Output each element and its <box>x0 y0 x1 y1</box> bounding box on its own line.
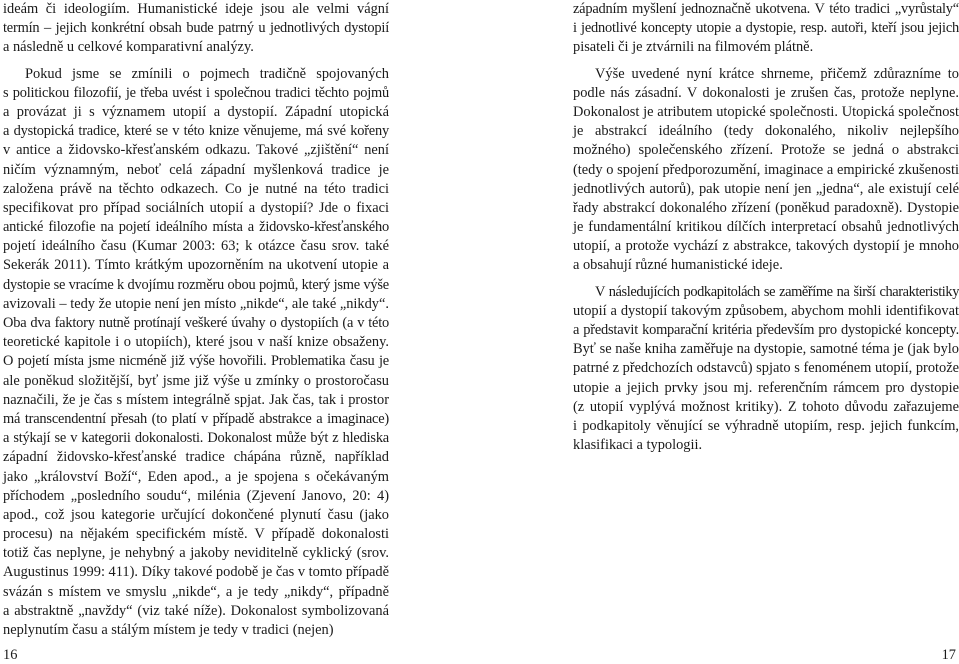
text-line: jednotlivých autorů), pak utopie není jen „jedna“, ale existují celé <box>573 180 959 197</box>
text-line: avizovali – tedy že utopie není jen místo „nikde“, ale také „nikdy“. <box>3 295 389 312</box>
paragraph <box>573 65 959 276</box>
text-line: ale poněkud složitější, byť jsme již výše u zmínky o prostoročasu <box>3 372 389 389</box>
text-line: procesu) na nějakém specifickém místě. V případě dokonalosti <box>3 526 389 543</box>
text-line: možného) společenského zřízení. Protože se jedná o abstrakci <box>573 142 959 159</box>
text-line: teoretické kapitole i o utopiích), které jsou v naší knize obsaženy. <box>3 334 389 351</box>
text-line: podle nás zásadní. V dokonalosti je zrušen čas, protože neplyne. <box>573 84 959 101</box>
text-line: naznačili, že je čas s místem integrálně spjat. Jak čas, tak i prostor <box>3 391 389 408</box>
text-line: totiž čas neplyne, je nehybný a jakoby neviditelně cyklický (srov. <box>3 545 389 562</box>
text-line: Sekerák 2011). Tímto krátkým upozorněním na ukotvení utopie a <box>3 257 389 274</box>
text-line: specifikovat pro případ sociálních utopií a dystopií? Jde o fixaci <box>3 199 389 216</box>
page-number-right: 17 <box>941 647 956 663</box>
text-line: O pojetí místa jsme nicméně již výše hovořili. Problematika času je <box>3 353 389 370</box>
text-line: řady abstrakcí dokonalého zřízení (poněkud paradoxně). Dystopie <box>573 199 959 216</box>
text-line: Výše uvedené nyní krátce shrneme, přičemž zdůrazníme to <box>595 65 959 82</box>
text-line: a obsahují různé humanistické ideje. <box>573 257 783 274</box>
text-line: ideám či ideologiím. Humanistické ideje jsou ale velmi vágní <box>3 1 389 17</box>
paragraph <box>3 0 389 58</box>
text-line: a představit komparační kritéria především pro dystopické koncepty. <box>573 322 959 338</box>
text-line: Dokonalost je atributem utopické společnosti. Utopická společnost <box>573 103 959 120</box>
text-line: (z utopií vyplývá možnost kritiky). Z tohoto důvodu zařazujeme <box>573 398 959 415</box>
text-line: západním myšlení jednoznačně ukotvena. V této tradici „vyrůstaly“ <box>573 1 959 17</box>
paragraph <box>573 0 959 58</box>
page-number-left: 16 <box>3 647 18 663</box>
left-page-text <box>3 0 389 640</box>
text-line: neplynutím času a stálým místem je tedy v tradici (nejen) <box>3 622 334 638</box>
text-line: a abstraktně „navždy“ (viz také níže). Dokonalost symbolizovaná <box>3 602 389 619</box>
text-line: jako „království Boží“, Eden apod., a je spojena s očekávaným <box>3 468 389 485</box>
text-line: Pokud jsme se zmínili o pojmech tradičně spojovaných <box>25 65 389 82</box>
text-line: je fundamentální kritikou dílčích interpretací obsahů jednotlivých <box>573 219 959 236</box>
text-line: patrné z předchozích odstavců) spjato s fenoménem utopií, protože <box>573 360 959 377</box>
text-line: i jednotlivé koncepty utopie a dystopie, resp. autoři, kteří jsou jejich <box>573 20 959 37</box>
text-line: je abstrakcí ideálního (tedy dokonalého, nikoliv nejlepšího <box>573 123 959 140</box>
text-line: s politickou filozofií, je třeba uvést i společnou tradici těchto pojmů <box>3 84 389 101</box>
text-line: termín – jejich konkrétní obsah bude patrný u jednotlivých dystopií <box>3 20 389 37</box>
text-line: Augustinus 1999: 411). Díky takové podobě je čas v tomto případě <box>3 564 389 581</box>
text-line: příchodem „posledního soudu“, milénia (Zjevení Janovo, 20: 4) <box>3 487 389 504</box>
paragraph <box>573 283 959 456</box>
text-line: svázán s místem ve smyslu „nikde“, a je tedy „nikdy“, případně <box>3 583 389 600</box>
text-line: V následujících podkapitolách se zaměříme na širší charakteristiky <box>595 283 959 300</box>
text-line: pisateli či je ztvárnili na filmovém plátně. <box>573 39 814 56</box>
text-line: a následně u celkové komparativní analýzy. <box>3 39 254 56</box>
text-line: (tedy o spojení předporozumění, imaginace a empirické zkušenosti <box>573 161 959 178</box>
text-line: dystopie se vracíme k dvojímu rozměru obou pojmů, který jsme výše <box>3 276 389 293</box>
text-line: utopií, a protože vychází z abstrakce, takových dystopií je mnoho <box>573 238 959 255</box>
text-line: založena právě na těchto odkazech. Co je nutné na této tradici <box>3 180 389 197</box>
text-line: Byť se naše knihа zaměřuje na dystopie, samotné téma je (jak bylo <box>573 341 959 358</box>
text-line: pojetí ideálního času (Kumar 2003: 63; k otázce času srov. také <box>3 238 389 255</box>
text-line: utopií a dystopií takovým způsobem, abychom mohli identifikovat <box>573 302 959 319</box>
right-page-text <box>573 0 959 455</box>
text-line: a provázat ji s významem utopií a dystopií. Západní utopická <box>3 103 389 120</box>
paragraph <box>3 65 389 641</box>
text-line: i podkapitoly věnující se výhradně utopiím, resp. jejich funkcím, <box>573 417 959 434</box>
text-line: Oba dva faktory nutně protínají veškeré úvahy o dystopiích (a v této <box>3 315 389 331</box>
text-line: klasifikaci a typologii. <box>573 437 703 454</box>
text-line: ničím významným, neboť celá západní myšlenková tradice je <box>3 161 389 178</box>
text-line: má transcendentní přesah (to platí v případě abstrakce a imaginace) <box>3 410 389 427</box>
text-line: utopie a jejich prvky jsou mj. referenčním rámcem pro dystopie <box>573 379 959 396</box>
text-line: apod., což jsou kategorie určující dokončené plynutí času (jako <box>3 506 389 523</box>
text-line: západní židovsko-křesťanské tradice chápána různě, například <box>3 449 389 466</box>
text-line: a dystopická tradice, které se v této knize věnujeme, má své kořeny <box>3 123 389 140</box>
text-line: v antice a židovsko-křesťanském odkazu. Takové „zjištění“ není <box>3 142 389 159</box>
text-line: antické filozofie na pojetí ideálního místa a židovsko-křesťanského <box>3 219 389 236</box>
text-line: a stýkají se v kategorii dokonalosti. Dokonalost může být z hlediska <box>3 430 389 447</box>
